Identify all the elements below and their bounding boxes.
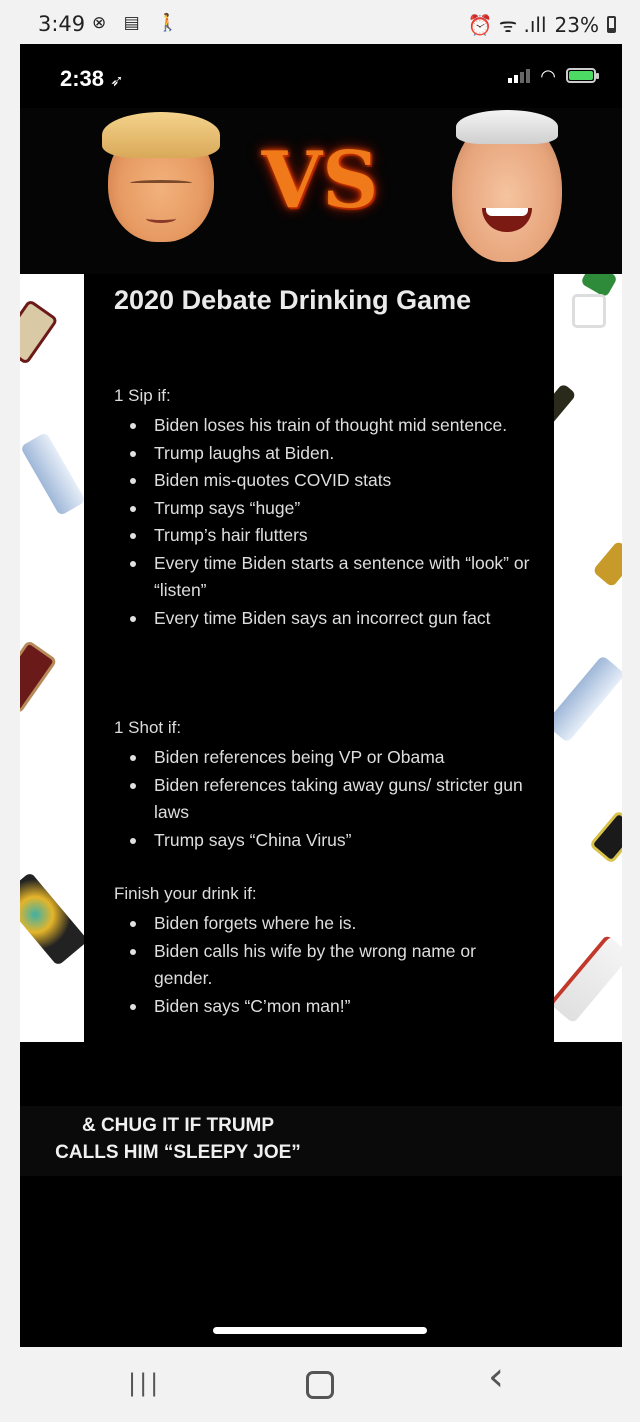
sip-section xyxy=(114,386,534,632)
caption-line-2: CALLS HIM “SLEEPY JOE” xyxy=(55,1142,301,1163)
checkbox-icon xyxy=(572,294,606,328)
list-item: Biden loses his train of thought mid sentence. xyxy=(114,412,534,440)
notification-icons: ⊗ ▤ 🚶 xyxy=(92,13,185,33)
home-icon[interactable] xyxy=(306,1371,334,1399)
liquor-bottle-icon xyxy=(20,872,84,967)
battery-percent: 23% xyxy=(554,12,599,37)
card-title: 2020 Debate Drinking Game xyxy=(114,285,472,315)
whiskey-bottle-icon xyxy=(592,540,622,587)
list-item: Trump says “huge” xyxy=(114,495,534,523)
caption-text xyxy=(28,1112,328,1166)
vodka-bottle-icon xyxy=(20,432,84,516)
list-item: Every time Biden says an incorrect gun fact xyxy=(114,605,534,633)
list-item: Trump’s hair flutters xyxy=(114,522,534,550)
list-item: Biden references being VP or Obama xyxy=(114,744,534,772)
biden-face-image xyxy=(452,116,562,262)
list-item: Biden says “C’mon man!” xyxy=(114,993,534,1021)
system-clock: 3:49 xyxy=(38,12,86,36)
bottle-icon xyxy=(554,383,577,425)
caption-line-1: & CHUG IT IF TRUMP xyxy=(81,1115,275,1136)
battery-icon xyxy=(607,16,616,33)
list-item: Biden references taking away guns/ stricter gun laws xyxy=(114,772,534,827)
bottle-icon xyxy=(20,640,58,715)
left-bottle-strip xyxy=(20,274,84,1042)
alarm-wifi-signal-icons: ⏰ ᯤ .ıll xyxy=(467,13,547,37)
list-item: Biden mis-quotes COVID stats xyxy=(114,467,534,495)
recent-apps-icon[interactable]: ||| xyxy=(128,1369,162,1397)
list-item: Every time Biden starts a sentence with “look” or “listen” xyxy=(114,550,534,605)
list-item: Trump says “China Virus” xyxy=(114,827,534,855)
bottle-icon xyxy=(20,299,59,366)
shot-section xyxy=(114,718,534,854)
navigation-bar xyxy=(0,1347,640,1422)
home-indicator-bar[interactable] xyxy=(213,1327,427,1334)
ios-battery-icon xyxy=(566,68,596,83)
back-icon[interactable]: ‹ xyxy=(488,1354,504,1400)
trump-face-image xyxy=(108,122,214,242)
section-heading: 1 Shot if: xyxy=(114,718,182,737)
ios-indicators xyxy=(508,65,596,86)
right-bottle-strip xyxy=(554,274,622,1042)
ios-time-text: 2:38 xyxy=(60,66,105,91)
finish-rules-list xyxy=(114,910,534,1020)
list-item: Trump laughs at Biden. xyxy=(114,440,534,468)
drinking-game-card xyxy=(84,274,554,1042)
shot-rules-list xyxy=(114,744,534,854)
bottle-icon xyxy=(589,810,622,865)
sip-rules-list xyxy=(114,412,534,632)
ios-clock xyxy=(60,66,124,92)
system-status-bar xyxy=(0,0,640,44)
cellular-signal-icon xyxy=(508,69,530,83)
finish-section xyxy=(114,884,534,1020)
meme-image[interactable] xyxy=(20,44,622,1347)
wine-bottle-icon xyxy=(554,934,622,1024)
section-heading: 1 Sip if: xyxy=(114,386,171,405)
section-heading: Finish your drink if: xyxy=(114,884,257,903)
system-indicators xyxy=(468,11,616,38)
wifi-icon: ◠ xyxy=(540,65,556,86)
versus-text: VS xyxy=(261,135,379,226)
list-item: Biden calls his wife by the wrong name or gender. xyxy=(114,938,534,993)
location-arrow-icon: ➶ xyxy=(110,73,124,90)
vodka-bottle-icon xyxy=(554,655,622,743)
list-item: Biden forgets where he is. xyxy=(114,910,534,938)
